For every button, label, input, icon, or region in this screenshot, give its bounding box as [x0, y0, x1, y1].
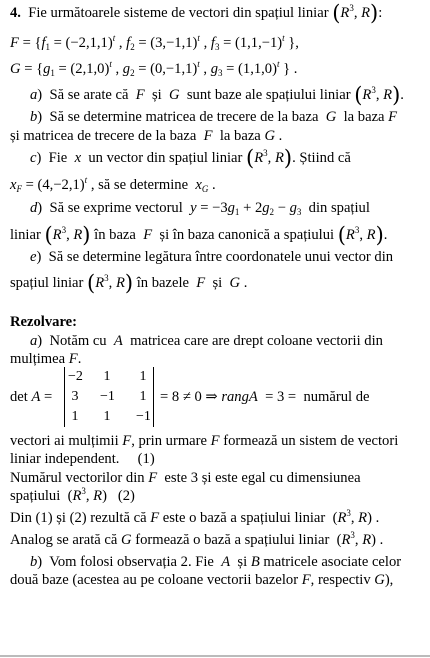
- task-e-line1: e) Să se determine legătura între coordonatele unui vector din: [30, 249, 394, 265]
- solution-line-vectors: vectori ai mulțimii F, prin urmare F formează un sistem de vectori: [10, 433, 399, 449]
- solution-a-line1: a) Notăm cu A matricea care are drept coloane vectorii din: [30, 333, 383, 349]
- solution-heading: Rezolvare:: [10, 314, 77, 330]
- det-result: = 8 ≠ 0 ⇒ rangA = 3 = numărul de: [160, 389, 370, 405]
- matrix-cell: −1: [136, 409, 151, 424]
- task-c-line1: c) Fie x un vector din spațiul liniar ($R^3$, R). Știind că: [30, 146, 351, 170]
- task-d-line1: d) Să se exprime vectorul $y = -3g_1 + 2g_2 - g_3$ din spațiul: [30, 200, 370, 217]
- matrix-cell: −1: [100, 389, 115, 404]
- matrix-cell: 1: [139, 389, 147, 404]
- solution-line-analog: Analog se arată că G formează o bază a spațiului liniar ($R^3$, R) .: [10, 530, 384, 548]
- task-b-line2: și matricea de trecere de la baza F la baza G .: [10, 128, 283, 144]
- problem-number: 4.: [10, 5, 21, 21]
- matrix-cell: 1: [139, 369, 147, 384]
- det-label: det A =: [10, 389, 53, 405]
- solution-line-dimension: spațiului ($R^3$, R) (2): [10, 486, 135, 504]
- solution-a-line2: mulțimea F.: [10, 351, 82, 367]
- solution-b-line2: două baze (acestea au pe coloane vectorii bazelor F, respectiv G),: [10, 572, 394, 588]
- solution-b-line1: b) Vom folosi observația 2. Fie A și B matricele asociate celor: [30, 554, 402, 570]
- set-G-definition: $G = \{g_1 = (2,1,0)^t$ , $g_2 = (0,-1,1)^t$ , $g_3 = (1,1,0)^t$ } .: [10, 59, 298, 78]
- task-c-line2: $x_F = (4,-2,1)^t$ , să se determine $x_G$ .: [10, 175, 216, 194]
- solution-line-conclusion: Din (1) și (2) rezultă că F este o bază a spațiului liniar ($R^3$, R) .: [10, 508, 380, 526]
- matrix-cell: 1: [71, 409, 79, 424]
- matrix-cell: 1: [103, 369, 111, 384]
- matrix-cell: 3: [71, 389, 79, 404]
- matrix-cell: 1: [103, 409, 111, 424]
- task-b-line1: b) Să se determine matricea de trecere de la baza G la baza F: [30, 109, 398, 125]
- solution-line-count: Numărul vectorilor din F este 3 și este egal cu dimensiunea: [10, 470, 361, 486]
- set-F-definition: $F = \{f_1 = (-2,1,1)^t$ , $f_2 = (3,-1,1)^t$ , $f_3 = (1,1,-1)^t$ },: [10, 33, 299, 52]
- task-a: a) Să se arate că F și G sunt baze ale spațiului liniar ($R^3$, R).: [30, 83, 404, 107]
- page-bottom-rule: [0, 655, 430, 657]
- matrix-cell: −2: [68, 369, 83, 384]
- task-e-line2: spațiul liniar ($R^3$, R) în bazele F și G .: [10, 271, 248, 295]
- det-right-bar: [153, 367, 154, 427]
- determinant-matrix: [64, 367, 156, 427]
- det-left-bar: [64, 367, 65, 427]
- problem-header: 4. Fie următoarele sisteme de vectori din spațiul liniar ($R^3$, R):: [10, 1, 383, 25]
- solution-line-independent: liniar independent. (1): [10, 451, 155, 467]
- task-d-line2: liniar ($R^3$, R) în baza F și în baza canonică a spațiului ($R^3$, R).: [10, 223, 388, 247]
